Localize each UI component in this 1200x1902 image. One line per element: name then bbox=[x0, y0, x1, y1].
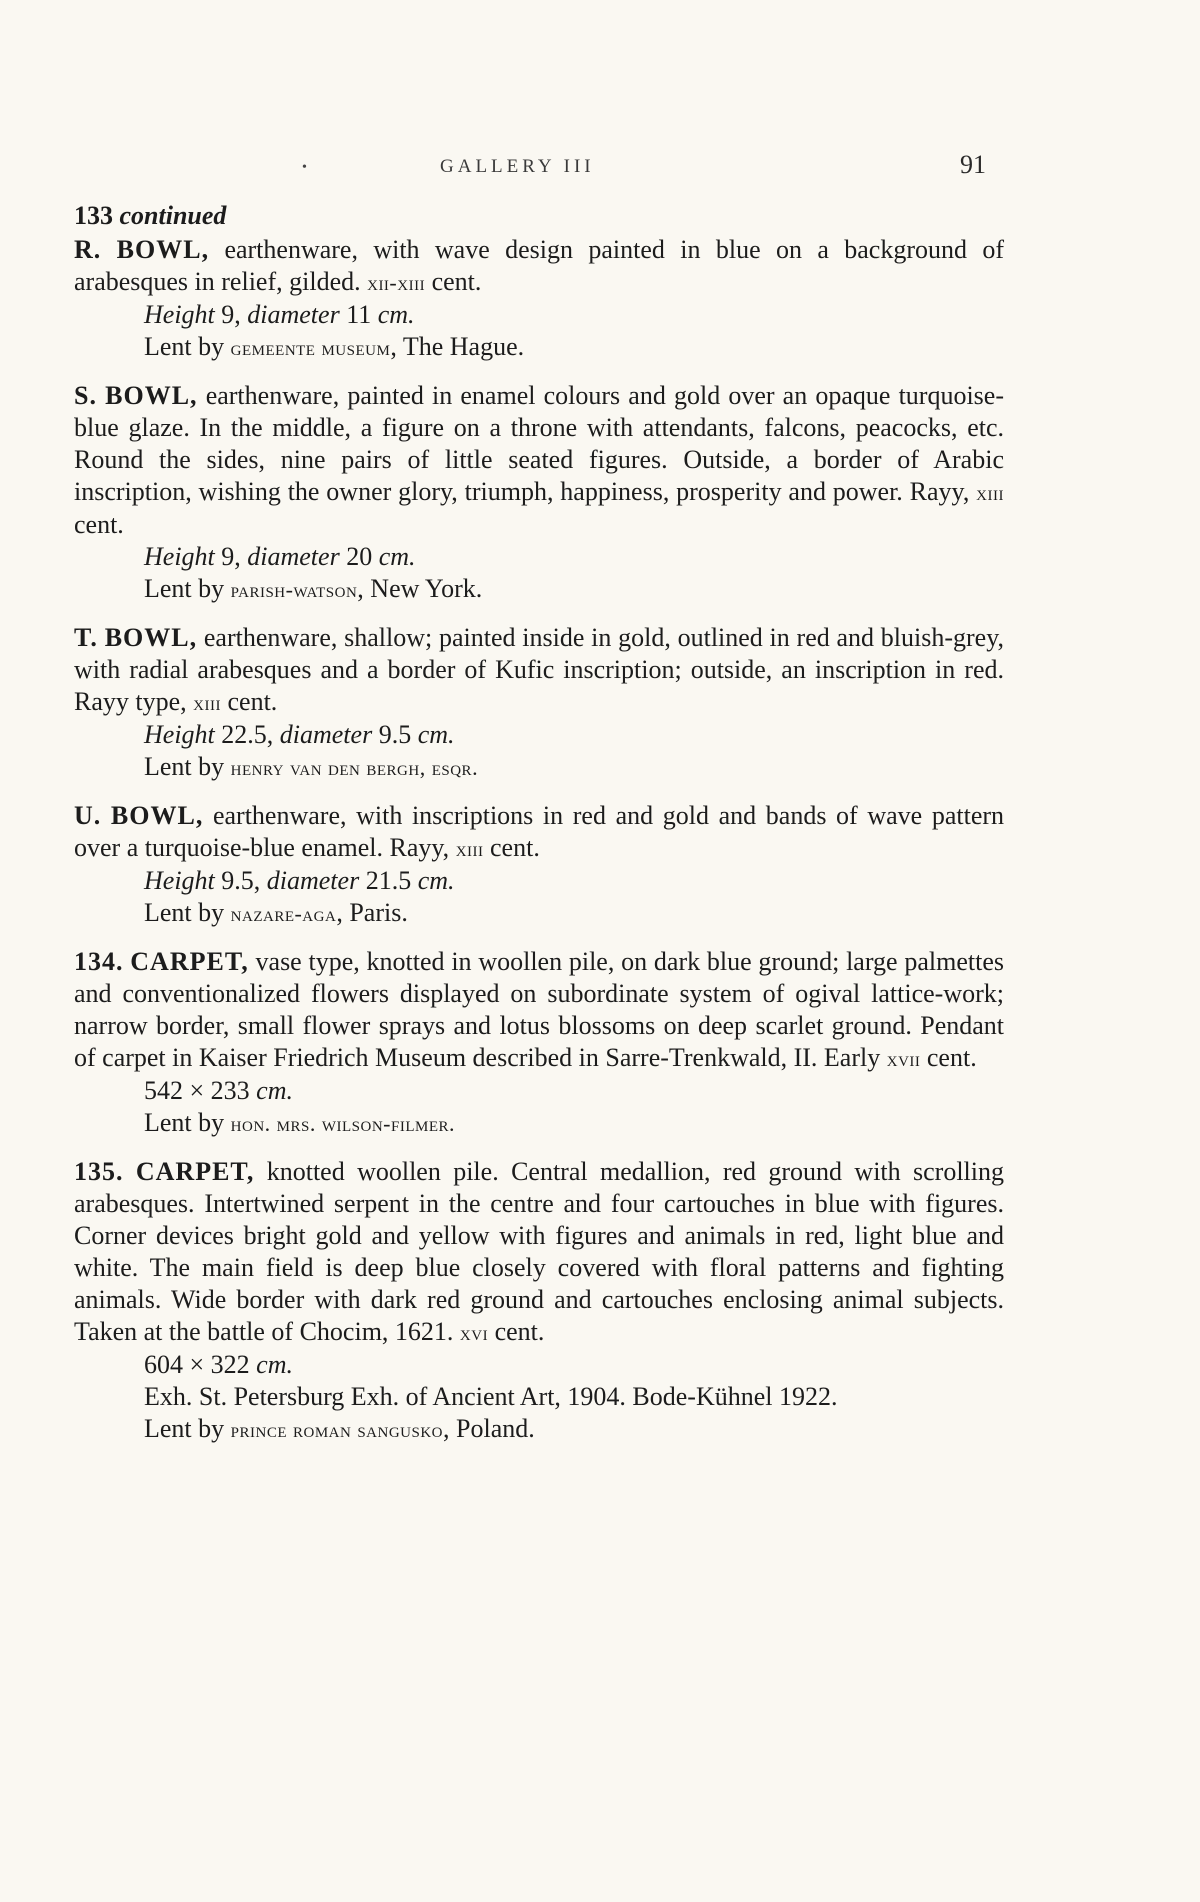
entry-description bbox=[74, 800, 1004, 865]
entry-name: BOWL, bbox=[110, 801, 204, 830]
entry-date: xvi bbox=[459, 1320, 489, 1345]
entry-letter: U. bbox=[74, 801, 102, 830]
lent-prefix: Lent by bbox=[144, 1414, 231, 1443]
entry-name: BOWL, bbox=[116, 235, 210, 264]
dim-unit: cm. bbox=[417, 866, 455, 895]
entry-description bbox=[74, 1156, 1004, 1349]
entry-date-suffix: cent. bbox=[483, 833, 540, 862]
dim-unit: cm. bbox=[256, 1076, 293, 1105]
entry-t bbox=[74, 622, 1004, 784]
page-number: 91 bbox=[960, 150, 986, 179]
entry-date-suffix: cent. bbox=[220, 687, 278, 716]
lender-name: prince roman sangusko bbox=[230, 1417, 444, 1442]
header-dot: • bbox=[302, 160, 307, 175]
entry-text: earthenware, painted in enamel colours and gold over an opaque turquoise-blue glaze. In the middle, a figure on a throne with attendants, falcons, peacocks, etc. Round the sides, nine pairs of little seated figures. Outside, a border of Arabic inscription, wishing the owner glory, triumph, happiness, prosperity and power. Rayy, bbox=[74, 381, 1005, 506]
entry-text: earthenware, with inscriptions in red and gold and bands of wave pattern over a turquoise-blue enamel. Rayy, bbox=[74, 801, 1005, 862]
entry-135 bbox=[74, 1156, 1004, 1446]
entry-s bbox=[74, 380, 1004, 606]
entry-text: earthenware, with wave design painted in blue on a background of arabesques in relief, gilded. bbox=[74, 235, 1005, 296]
entry-description bbox=[74, 234, 1004, 299]
dim-unit: cm. bbox=[378, 542, 416, 571]
entry-r bbox=[74, 234, 1004, 364]
dim-value: 21.5 bbox=[359, 866, 418, 895]
entry-lender bbox=[74, 1107, 1004, 1140]
dim-label: diameter bbox=[266, 866, 360, 895]
dim-unit: cm. bbox=[417, 720, 455, 749]
dim-value: 604 × 322 bbox=[144, 1350, 257, 1379]
entry-number: 135. bbox=[74, 1157, 124, 1186]
dim-value: 11 bbox=[339, 300, 378, 329]
continued-heading bbox=[74, 200, 1004, 232]
dim-label: Height bbox=[144, 720, 215, 749]
lent-prefix: Lent by bbox=[144, 1108, 231, 1137]
entry-name: CARPET, bbox=[135, 1157, 255, 1186]
lent-prefix: Lent by bbox=[144, 332, 231, 361]
continued-number: 133 bbox=[74, 201, 113, 230]
running-head: GALLERY III bbox=[440, 156, 595, 177]
entry-date: xiii bbox=[193, 690, 221, 715]
entry-description bbox=[74, 946, 1004, 1075]
dim-label: Height bbox=[144, 300, 215, 329]
dim-label: diameter bbox=[247, 542, 340, 571]
entry-lender bbox=[74, 897, 1004, 930]
entry-letter: T. bbox=[74, 623, 98, 652]
dim-value: 9, bbox=[214, 542, 248, 571]
dim-label: Height bbox=[144, 542, 215, 571]
lent-prefix: Lent by bbox=[144, 574, 231, 603]
lent-suffix: , The Hague. bbox=[390, 332, 525, 361]
entry-dimensions bbox=[74, 1349, 1004, 1381]
entry-date-suffix: cent. bbox=[74, 510, 124, 539]
entry-date: xiii bbox=[455, 836, 484, 861]
lent-suffix: , New York. bbox=[357, 574, 483, 603]
entry-description bbox=[74, 622, 1004, 719]
lent-suffix: , Paris. bbox=[336, 898, 408, 927]
entry-text: earthenware, shallow; painted inside in gold, outlined in red and bluish-grey, with radial arabesques and a border of Kufic inscription; outside, an inscription in red. Rayy type, bbox=[74, 623, 1005, 716]
entry-date: xii-xiii bbox=[367, 270, 426, 295]
dim-label: Height bbox=[144, 866, 215, 895]
entry-number: 134. bbox=[74, 947, 124, 976]
dim-label: diameter bbox=[247, 300, 340, 329]
lender-name: gemeente museum bbox=[230, 335, 391, 360]
entry-dimensions bbox=[74, 1075, 1004, 1107]
entry-date: xvii bbox=[886, 1046, 921, 1071]
lent-suffix: , Poland. bbox=[443, 1414, 535, 1443]
entry-exhibition: Exh. St. Petersburg Exh. of Ancient Art, 1904. Bode-Kühnel 1922. bbox=[144, 1382, 838, 1411]
dim-value: 9.5 bbox=[372, 720, 418, 749]
lender-name: parish-watson bbox=[230, 577, 358, 602]
entry-letter: S. bbox=[74, 381, 97, 410]
lender-name: nazare-aga bbox=[230, 901, 337, 926]
lender-name: hon. mrs. wilson-filmer. bbox=[230, 1111, 455, 1136]
page-header bbox=[0, 150, 1200, 196]
dim-unit: cm. bbox=[256, 1350, 293, 1379]
dim-value: 9.5, bbox=[214, 866, 267, 895]
entry-u bbox=[74, 800, 1004, 930]
entry-date-suffix: cent. bbox=[920, 1043, 977, 1072]
lent-prefix: Lent by bbox=[144, 898, 231, 927]
entry-dimensions bbox=[74, 541, 1004, 573]
dim-value: 20 bbox=[339, 542, 379, 571]
entry-dimensions bbox=[74, 299, 1004, 331]
lent-prefix: Lent by bbox=[144, 752, 231, 781]
entry-lender bbox=[74, 751, 1004, 784]
entry-text: knotted woollen pile. Central medallion, red ground with scrolling arabesques. Intertwined serpent in the centre and four cartouches in blue with figures. Corner devices bright gold and yellow with figures and animals in red, light blue and white. The main field is deep blue closely covered with floral patterns and fighting animals. Wide border with dark red ground and cartouches enclosing animal subjects. Taken at the battle of Chocim, 1621. bbox=[74, 1157, 1004, 1346]
continued-label: continued bbox=[119, 201, 227, 230]
dim-value: 22.5, bbox=[214, 720, 280, 749]
entry-letter: R. bbox=[74, 235, 102, 264]
dim-label: diameter bbox=[279, 720, 373, 749]
entry-name: BOWL, bbox=[105, 381, 198, 410]
entry-lender bbox=[74, 1413, 1004, 1446]
entry-name: BOWL, bbox=[104, 623, 198, 652]
dim-value: 542 × 233 bbox=[144, 1076, 257, 1105]
entry-date-suffix: cent. bbox=[425, 267, 482, 296]
page-body bbox=[74, 200, 1004, 1462]
entry-lender bbox=[74, 573, 1004, 606]
lender-name: henry van den bergh, esqr. bbox=[230, 755, 479, 780]
entry-dimensions bbox=[74, 865, 1004, 897]
dim-value: 9, bbox=[214, 300, 248, 329]
entry-text: vase type, knotted in woollen pile, on dark blue ground; large palmettes and conventionalized flowers displayed on subordinate system of ogival lattice-work; narrow border, small flower sprays and lotus blossoms on deep scarlet ground. Pendant of carpet in Kaiser Friedrich Museum described in Sarre-Trenkwald, II. Early bbox=[74, 947, 1004, 1072]
entry-lender bbox=[74, 331, 1004, 364]
entry-dimensions bbox=[74, 719, 1004, 751]
entry-134 bbox=[74, 946, 1004, 1140]
entry-date: xiii bbox=[976, 480, 1004, 505]
entry-description bbox=[74, 380, 1004, 541]
dim-unit: cm. bbox=[377, 300, 415, 329]
entry-name: CARPET, bbox=[130, 947, 249, 976]
entry-date-suffix: cent. bbox=[488, 1317, 545, 1346]
